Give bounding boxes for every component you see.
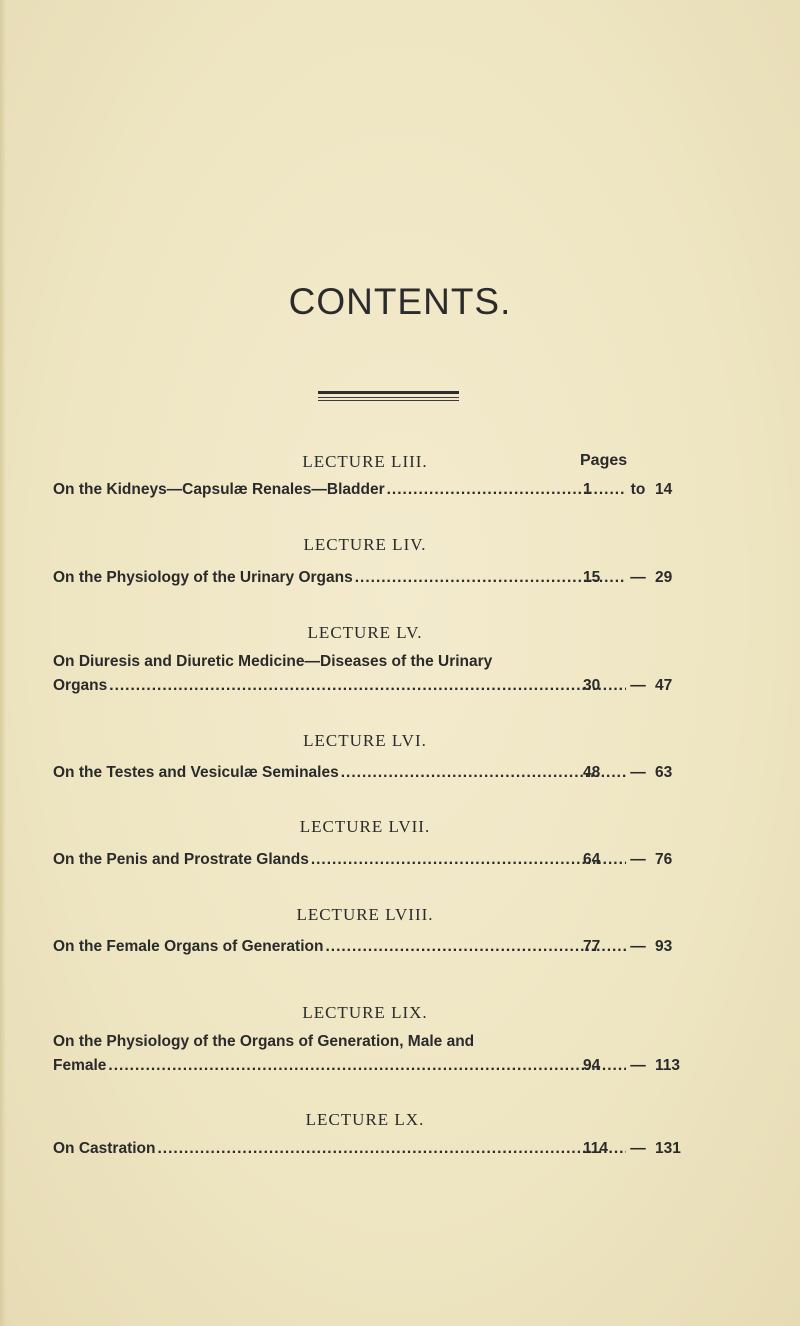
page-from: 64 [583, 851, 601, 868]
page-title: CONTENTS. [288, 281, 512, 322]
leader-dots [108, 1054, 626, 1078]
toc-entry[interactable] [53, 478, 628, 502]
page-from: 30 [583, 677, 601, 694]
page-separator: — [630, 569, 646, 586]
page-range [583, 1137, 723, 1161]
entry-text: On the Testes and Vesiculæ Seminales [53, 764, 339, 781]
rule-thin-line [318, 397, 459, 398]
entry-text: On the Physiology of the Organs of Generation, Male and [53, 1033, 475, 1050]
page-range [583, 848, 723, 872]
leader-dots [157, 1137, 626, 1161]
page-to: 47 [655, 677, 673, 694]
lecture-heading: LECTURE LVI. [303, 731, 427, 750]
page-to: 14 [655, 481, 673, 498]
entry-text: On the Kidneys—Capsulæ Renales—Bladder [53, 481, 385, 498]
page-to: 76 [655, 851, 673, 868]
entry-text: On the Physiology of the Urinary Organs [53, 569, 353, 586]
page-from: 48 [583, 764, 601, 781]
lecture-heading: LECTURE LVIII. [296, 905, 434, 924]
page-from: 15 [583, 569, 601, 586]
toc-entry[interactable] [53, 848, 628, 872]
pages-column-header: Pages [580, 452, 628, 469]
page-to: 113 [655, 1057, 681, 1074]
lecture-heading: LECTURE LVII. [299, 817, 431, 836]
entry-text: On Castration [53, 1140, 156, 1157]
lecture-heading: LECTURE LIV. [303, 535, 427, 554]
entry-text: On Diuresis and Diuretic Medicine—Diseases of the Urinary [53, 653, 493, 670]
page-separator: — [630, 677, 646, 694]
entry-text-continued: Organs [53, 677, 108, 694]
lecture-heading: LECTURE LIX. [302, 1003, 428, 1022]
entry-text: On the Female Organs of Generation [53, 938, 324, 955]
rule-thick-line [318, 391, 459, 394]
leader-dots [311, 848, 626, 872]
toc-entry[interactable] [53, 566, 628, 590]
entry-text-continued: Female [53, 1057, 107, 1074]
page-to: 93 [655, 938, 673, 955]
leader-dots [109, 674, 626, 698]
lecture-heading: LECTURE LIII. [302, 452, 428, 471]
page-range [583, 761, 723, 785]
entry-text: On the Penis and Prostrate Glands [53, 851, 309, 868]
lecture-heading: LECTURE LV. [307, 623, 423, 642]
toc-entry[interactable] [53, 650, 628, 698]
page-separator: — [630, 764, 646, 781]
page-to: 29 [655, 569, 673, 586]
page-separator: — [630, 1140, 646, 1157]
page-separator: — [630, 851, 646, 868]
page-separator: — [630, 1057, 646, 1074]
toc-entry[interactable] [53, 1137, 628, 1161]
page-range [583, 478, 723, 502]
page-range [583, 566, 723, 590]
page-range [583, 674, 723, 698]
page-range [583, 935, 723, 959]
page-to: 131 [655, 1140, 681, 1157]
title-rule [318, 391, 459, 403]
toc-entry[interactable] [53, 1030, 628, 1078]
toc-entry[interactable] [53, 761, 628, 785]
leader-dots [325, 935, 626, 959]
page-from: 114 [583, 1140, 609, 1157]
toc-entry[interactable] [53, 935, 628, 959]
lecture-heading: LECTURE LX. [305, 1110, 425, 1129]
page-from: 1 [583, 481, 592, 498]
page-from: 94 [583, 1057, 601, 1074]
page-from: 77 [583, 938, 601, 955]
rule-thin-line [318, 400, 459, 401]
page-to: 63 [655, 764, 673, 781]
page-separator: to [630, 481, 646, 498]
page-separator: — [630, 938, 646, 955]
page-range [583, 1054, 723, 1078]
